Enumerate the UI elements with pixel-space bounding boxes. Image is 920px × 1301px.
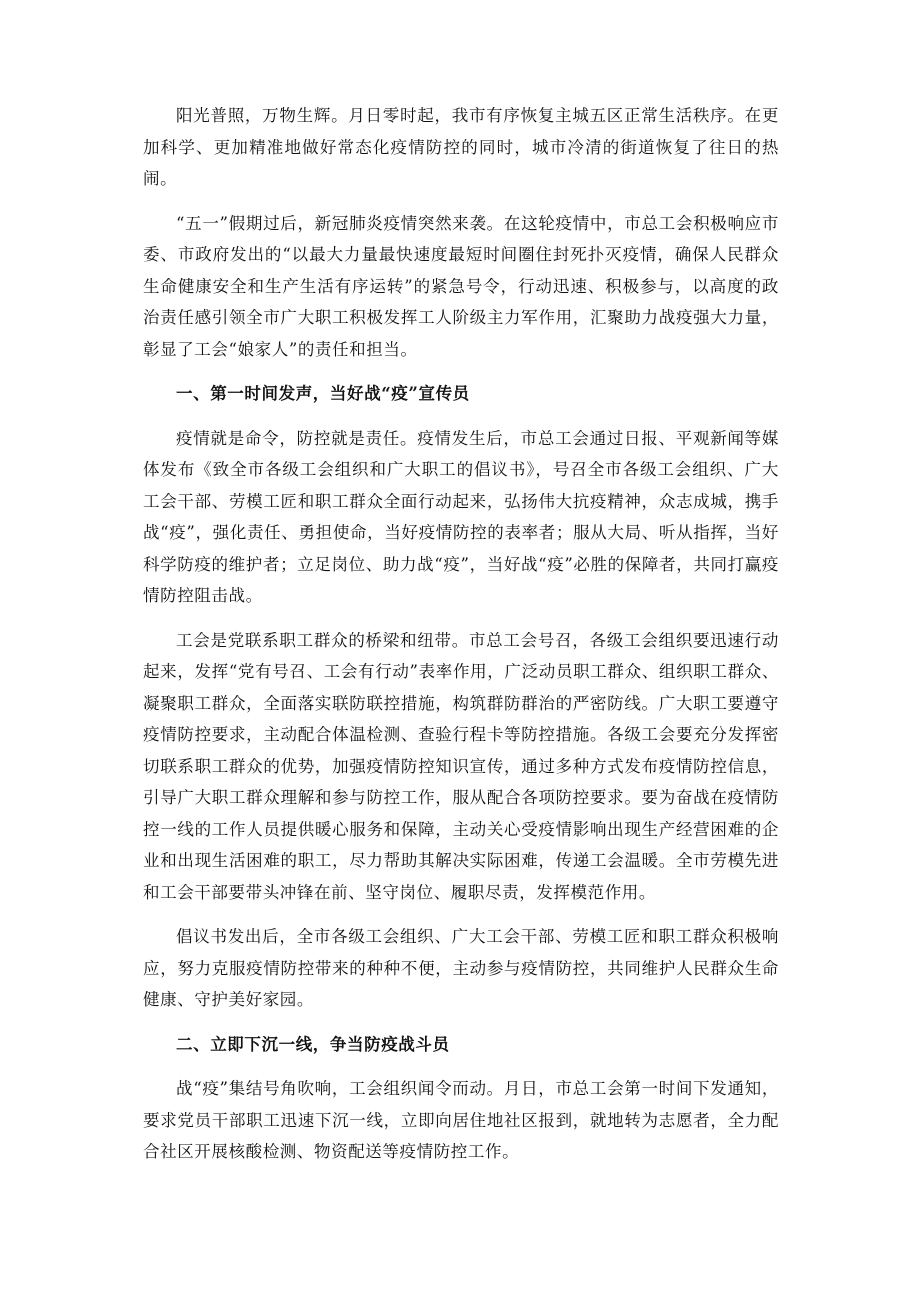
section-heading-1: 一、第一时间发声，当好战“疫”宣传员 xyxy=(176,384,470,403)
paragraph-background: “五一”假期过后，新冠肺炎疫情突然来袭。在这轮疫情中，市总工会积极响应市委、市政府发出的“以最大力量最快速度最短时间圈住封死扑灭疫情，确保人民群众生命健康安全和生产生活有序运转”的紧急号令，行动迅速、积极参与，以高度的政治责任感引领全市广大职工积极发挥工人阶级主力军作用，汇聚助力战疫强大力量，彰显了工会“娘家人”的责任和担当。 xyxy=(143,213,779,359)
paragraph-section1-b: 工会是党联系职工群众的桥梁和纽带。市总工会号召，各级工会组织要迅速行动起来，发挥“党有号召、工会有行动”表率作用，广泛动员职工群众、组织职工群众、凝聚职工群众，全面落实联防联控措施，构筑群防群治的严密防线。广大职工要遵守疫情防控要求，主动配合体温检测、查验行程卡等防控措施。各级工会要充分发挥密切联系职工群众的优势，加强疫情防控知识宣传，通过多种方式发布疫情防控信息，引导广大职工群众理解和参与防控工作，服从配合各项防控要求。要为奋战在疫情防控一线的工作人员提供暖心服务和保障，主动关心受疫情影响出现生产经营困难的企业和出现生活困难的职工，尽力帮助其解决实际困难，传递工会温暖。全市劳模先进和工会干部要带头冲锋在前、坚守岗位、履职尽责，发挥模范作用。 xyxy=(143,630,779,902)
document-page xyxy=(143,100,779,1181)
paragraph-section2-a: 战“疫”集结号角吹响，工会组织闻令而动。月日，市总工会第一时间下发通知，要求党员干部职工迅速下沉一线，立即向居住地社区报到，就地转为志愿者，全力配合社区开展核酸检测、物资配送等疫情防控工作。 xyxy=(143,1079,779,1161)
paragraph-intro: 阳光普照，万物生辉。月日零时起，我市有序恢复主城五区正常生活秩序。在更加科学、更加精准地做好常态化疫情防控的同时，城市冷清的街道恢复了往日的热闹。 xyxy=(143,106,779,188)
section-heading-2: 二、立即下沉一线，争当防疫战斗员 xyxy=(176,1034,450,1054)
paragraph-section1-c: 倡议书发出后，全市各级工会组织、广大工会干部、劳模工匠和职工群众积极响应，努力克服疫情防控带来的种种不便，主动参与疫情防控，共同维护人民群众生命健康、守护美好家园。 xyxy=(143,927,779,1009)
paragraph-section1-a: 疫情就是命令，防控就是责任。疫情发生后，市总工会通过日报、平观新闻等媒体发布《致全市各级工会组织和广大职工的倡议书》，号召全市各级工会组织、广大工会干部、劳模工匠和职工群众全面行动起来，弘扬伟大抗疫精神，众志成城，携手战“疫”，强化责任、勇担使命，当好疫情防控的表率者；服从大局、听从指挥，当好科学防疫的维护者；立足岗位、助力战“疫”，当好战“疫”必胜的保障者，共同打赢疫情防控阻击战。 xyxy=(143,428,779,605)
